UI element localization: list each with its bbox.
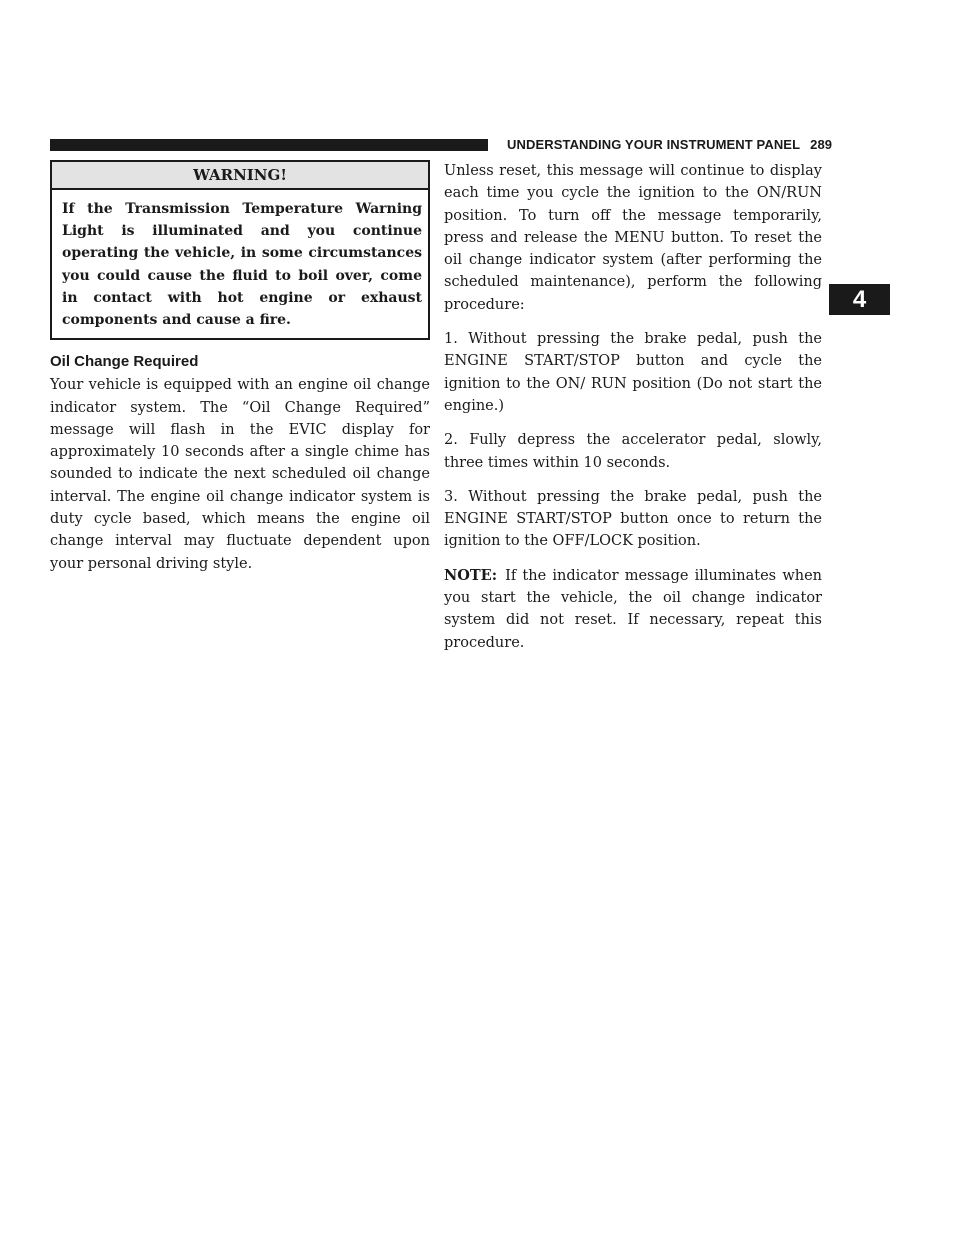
step-1: 1. Without pressing the brake pedal, push the ENGINE START/STOP button and cycle the ignition to the ON/ RUN position (Do not start the engine.) [444, 331, 822, 414]
note-text: If the indicator message illuminates when you start the vehicle, the oil change indicator system did not reset. If necessary, repeat this procedure. [444, 567, 822, 651]
header-title: UNDERSTANDING YOUR INSTRUMENT PANEL [507, 137, 801, 152]
warning-heading: WARNING! [52, 162, 428, 190]
step-3: 3. Without pressing the brake pedal, push the ENGINE START/STOP button once to return the ignition to the OFF/LOCK position. [444, 488, 822, 550]
note-paragraph [444, 565, 822, 654]
page-number: 289 [810, 137, 833, 152]
note-label: NOTE: [444, 566, 498, 584]
reset-paragraph: Unless reset, this message will continue to display each time you cycle the ignition to the ON/RUN position. To turn off the message temporarily, press and release the MENU button. To reset the oil change indicator system (after performing the scheduled maintenance), perform the following procedure: [444, 163, 822, 313]
warning-text: If the Transmission Temperature Warning Light is illuminated and you continue operating the vehicle, in some circumstances you could cause the fluid to boil over, come in contact with hot engine or exhaust components and cause a fire. [62, 201, 422, 329]
right-column [444, 160, 822, 666]
left-column [50, 160, 430, 587]
header-rule [50, 139, 488, 151]
running-header [507, 137, 837, 152]
section-title: Oil Change Required [50, 353, 199, 371]
step-2: 2. Fully depress the accelerator pedal, slowly, three times within 10 seconds. [444, 432, 822, 471]
section-intro: Your vehicle is equipped with an engine oil change indicator system. The “Oil Change Required” message will flash in the EVIC display for approximately 10 seconds after a single chime has sounded to indicate the next scheduled oil change interval. The engine oil change indicator system is duty cycle based, which means the engine oil change interval may fluctuate dependent upon your personal driving style. [50, 377, 430, 572]
warning-box [50, 160, 430, 340]
chapter-tab[interactable]: 4 [829, 284, 890, 315]
